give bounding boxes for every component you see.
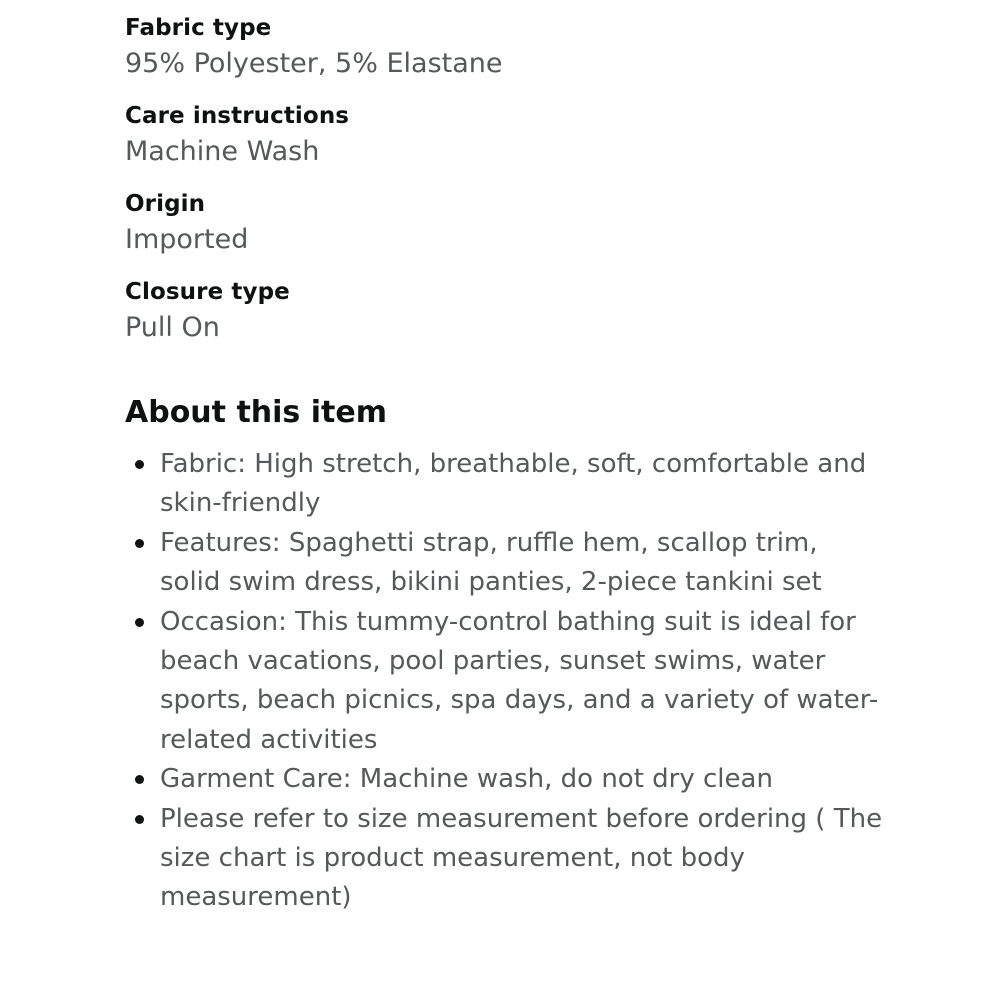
bullet-text: Garment Care: Machine wash, do not dry clean bbox=[160, 764, 773, 795]
spec-closure-type bbox=[125, 275, 885, 347]
list-item bbox=[125, 800, 885, 918]
bullet-dot-icon bbox=[135, 618, 144, 627]
spec-value: Imported bbox=[125, 224, 249, 255]
spec-label: Origin bbox=[125, 191, 206, 217]
list-item bbox=[125, 603, 885, 761]
spec-origin bbox=[125, 187, 885, 259]
spec-value: 95% Polyester, 5% Elastane bbox=[125, 48, 503, 79]
spec-label: Fabric type bbox=[125, 15, 272, 41]
spec-value: Machine Wash bbox=[125, 136, 320, 167]
bullet-dot-icon bbox=[135, 460, 144, 469]
bullet-text: Occasion: This tummy-control bathing suit is ideal for beach vacations, pool parties, sunset swims, water sports, beach picnics, spa days, and a variety of water-related activities bbox=[160, 606, 879, 755]
bullet-text: Features: Spaghetti strap, ruffle hem, scallop trim, solid swim dress, bikini panties, 2-piece tankini set bbox=[160, 527, 822, 598]
bullet-text: Fabric: High stretch, breathable, soft, comfortable and skin-friendly bbox=[160, 449, 867, 519]
bullet-dot-icon bbox=[135, 539, 144, 548]
spec-label: Closure type bbox=[125, 279, 290, 305]
product-details bbox=[125, 11, 885, 918]
spec-value: Pull On bbox=[125, 312, 220, 343]
bullet-dot-icon bbox=[135, 775, 144, 784]
about-heading: About this item bbox=[125, 395, 387, 430]
spec-fabric-type bbox=[125, 11, 885, 83]
about-bullet-list bbox=[125, 445, 885, 918]
list-item bbox=[125, 445, 885, 524]
spec-label: Care instructions bbox=[125, 103, 350, 129]
bullet-dot-icon bbox=[135, 815, 144, 824]
spec-care-instructions bbox=[125, 99, 885, 171]
list-item bbox=[125, 760, 885, 799]
list-item bbox=[125, 524, 885, 603]
bullet-text: Please refer to size measurement before ordering ( The size chart is product measurement, not body measurement) bbox=[160, 803, 883, 913]
